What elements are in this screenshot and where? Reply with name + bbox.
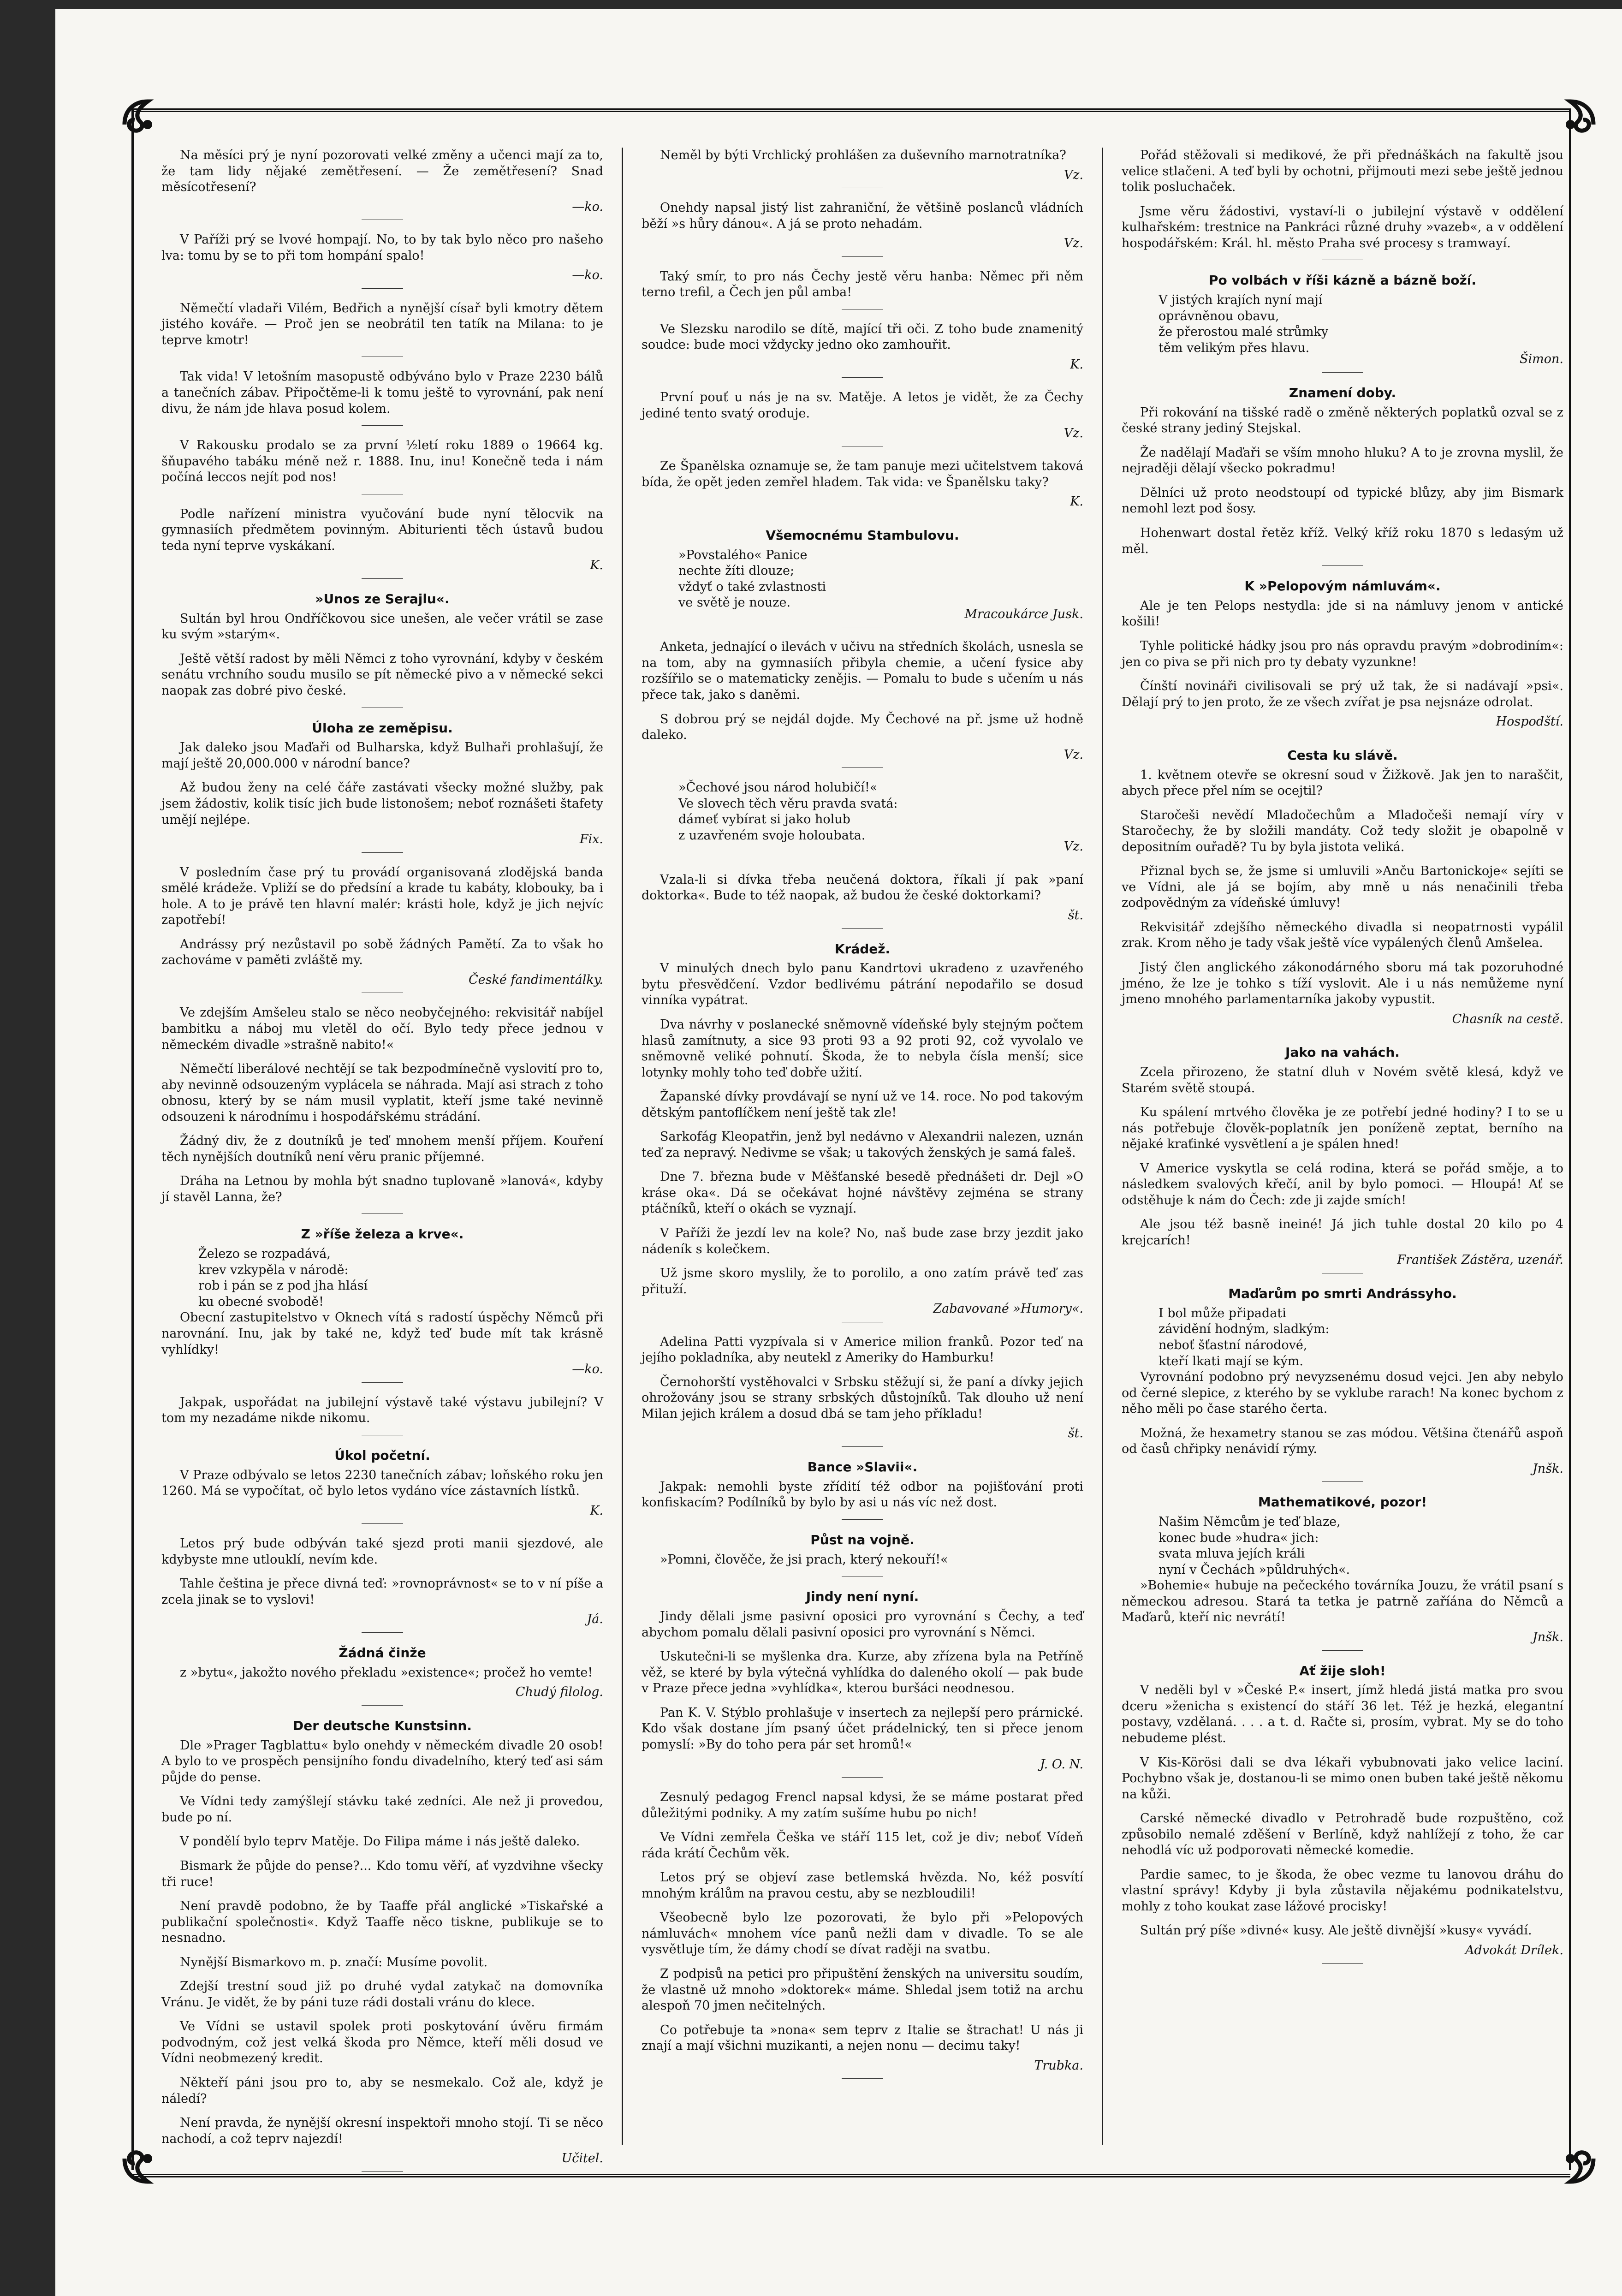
article-paragraph: Černohorští vystěhovalci v Srbsku stěžují si, že paní a dívky jejich ohrožovány jsou se strany srbských důstojníků. Tak dlouho už není Milan jejich králem a dosud dbá se tam jeho příkladu! — [642, 1374, 1083, 1421]
article-item — [161, 438, 603, 494]
verse-block — [1122, 292, 1563, 356]
article-item — [642, 872, 1083, 929]
article-paragraph: Dělníci už proto neodstoupí od typické blůzy, aby jim Bismark nemohl lezt pod šosy. — [1122, 485, 1563, 516]
article-paragraph: Uskutečni-li se myšlenka dra. Kurze, aby zřízena byla na Petříně věž, se které by byla výtečná vyhlídka do daleného okolí — pak bude v Praze přece jedna »vyhlídka«, kterou buršáci neodnesou. — [642, 1649, 1083, 1696]
article-signature: Vz. — [1064, 747, 1083, 762]
article-signature: Vz. — [1064, 426, 1083, 440]
article-paragraph: V pondělí bylo teprv Matěje. Do Filipa máme i nás ještě daleko. — [180, 1834, 580, 1849]
article-paragraph: V Kis-Körösi dali se dva lékaři vybubnovati jako velice laciní. Pochybno však je, dostanou-li se mimo onen buben také ještě někomu na kůži. — [1122, 1755, 1563, 1802]
article-paragraph: Dráha na Letnou by mohla být snadno tuplovaně »lanová«, kdyby jí stavěl Lanna, že? — [161, 1174, 603, 1204]
article-paragraph: Tak vida! V letošním masopustě odbýváno bylo v Praze 2230 bálů a tanečních zábav. Připočtěme-li k tomu ještě to vyrovnání, pak není divu, že nám jde hlava posud kolem. — [161, 369, 603, 416]
verse-line: oprávněnou obavu, — [1159, 309, 1279, 323]
article-paragraph: »Bohemie« hubuje na pečeckého továrníka Jouzu, že vrátil psaní s německou adresou. Stará ta tetka je patrně zaříána do Němců a Maďarů, kteří nic nevrátí! — [1122, 1578, 1563, 1625]
article-paragraph: Na měsíci prý je nyní pozorovati velké změny a učenci mají za to, že tam lidy nějaké zemětřesení. — Že zemětřesení? Snad měsícotřesení? — [161, 148, 603, 195]
article-signature: K. — [590, 558, 603, 573]
article-heading: Půst na vojně. — [810, 1532, 915, 1547]
article-paragraph: Že nadělají Maďaři se vším mnoho hluku? A to je zrovna myslil, že nejraději dělají všecko pokradmu! — [1122, 445, 1563, 476]
verse-line: že přerostou malé strůmky — [1159, 325, 1329, 339]
article-item — [161, 865, 603, 993]
verse-block — [642, 780, 1083, 844]
article-item — [642, 148, 1083, 188]
article-heading: Jako na vahách. — [1285, 1045, 1400, 1060]
article-paragraph: Dne 7. března bude v Měšťanské besedě přednášeti dr. Dejl »O kráse oka«. Dá se očekávat hojné návštěvy zejména se strany ptáčníků, kteří o okách se vyznají. — [642, 1170, 1083, 1216]
verse-line: I bol může připadati — [1159, 1306, 1286, 1320]
article-item — [1122, 148, 1563, 260]
article-signature: Zabavované »Humory«. — [933, 1302, 1083, 1316]
article-signature: K. — [1070, 494, 1083, 509]
article-paragraph: V neděli byl v »České P.« insert, jímž hledá jistá matka pro svou dceru »ženicha s existencí do stáří 36 let. Též je hezká, elegantní postavy, vzdělaná. . . . a t. d. Račte si, prosím, vybrat. My se do toho nebudeme plést. — [1122, 1683, 1563, 1745]
verse-block — [642, 547, 1083, 611]
article-item — [642, 269, 1083, 309]
article-paragraph: Co potřebuje ta »nona« sem teprv z Italie se štrachat! U nás ji znají a mají všichni muzikanti, a nejen nonu — decimu taky! — [642, 2022, 1083, 2053]
article-separator — [362, 1705, 403, 1706]
article-item — [161, 1005, 603, 1214]
article-paragraph: Onehdy napsal jistý list zahraniční, že většině poslanců vládních běží »s hůry dánou«. A já se proto nehadám. — [642, 201, 1083, 231]
article-paragraph: První pouť u nás je na sv. Matěje. A letos je vidět, že za Čechy jediné tento svatý oroduje. — [642, 390, 1083, 421]
article-item — [642, 941, 1083, 1322]
article-separator — [842, 377, 883, 378]
article-heading: Po volbách v říši kázně a bázně boží. — [1208, 273, 1477, 288]
article-paragraph: Neměl by býti Vrchlický prohlášen za duševního marnotratníka? — [660, 148, 1066, 162]
article-heading: »Unos ze Serajlu«. — [315, 591, 450, 607]
article-paragraph: V Americe vyskytla se celá rodina, která se pořád směje, a to následkem svalových křečí, anil by bylo pomoci. — Hloupá! Ať se odstěhuje k nám do Čech: zde ji zajde smích! — [1122, 1161, 1563, 1207]
article-paragraph: Žádný div, že z doutníků je teď mnohem menší příjem. Kouření těch nynějších doutníků není věru pranic příjemné. — [161, 1134, 603, 1164]
frame-right-rule — [1569, 108, 1571, 2170]
article-paragraph: Letos prý bude odbýván také sjezd proti manii sjezdové, ale kdybyste mne utlouklí, nevím kde. — [161, 1536, 603, 1567]
article-paragraph: Jsme věru žádostivi, vystaví-li o jubilejní výstavě v oddělení kulhařském: trestnice na Pankráci různé druhy »vazeb«, a v oddělení hospodářském: Král. hl. město Praha své procesy s tramwayí. — [1122, 204, 1563, 250]
article-heading: Krádež. — [834, 941, 891, 957]
article-separator — [842, 1519, 883, 1520]
article-separator — [1322, 565, 1363, 566]
article-paragraph: Ve Vídni zemřela Češka ve stáří 115 let, což je div; neboť Vídeň ráda krátí Čechům věk. — [642, 1830, 1083, 1861]
article-item — [161, 1395, 603, 1435]
article-paragraph: Možná, že hexametry stanou se zas módou. Většina čtenářů aspoň od časů chřipky nenávidí rýmy. — [1122, 1426, 1563, 1457]
verse-line: dámeť vybírat si jako holub — [678, 812, 850, 827]
article-separator — [362, 1213, 403, 1214]
article-paragraph: Pardie samec, to je škoda, že obec vezme tu lanovou dráhu do vlastní správy! Kdyby ji byla zůstavila nějakému podnikatelstvu, mohly z toho koukat zase lážové procisky! — [1122, 1867, 1563, 1914]
article-paragraph: Němečtí vladaři Vilém, Bedřich a nynější císař byli kmotry dětem jistého kováře. — Proč jen se neobrátil ten tatík na Milana: to je teprve kmotr! — [161, 301, 603, 347]
article-paragraph: Není pravda, že nynější okresní inspektoři mnoho stojí. Ti se něco nachodí, a což teprv najezdí! — [161, 2116, 603, 2146]
article-item — [642, 1790, 1083, 2079]
article-paragraph: Zdejší trestní soud již po druhé vydal zatykač na domovníka Vránu. Je vidět, že by páni tuze rádi dostali vránu do klece. — [161, 1979, 603, 2010]
article-heading: Bance »Slavii«. — [807, 1459, 918, 1475]
article-item — [642, 1588, 1083, 1778]
newspaper-page — [55, 9, 1622, 2296]
article-heading: Úloha ze zeměpisu. — [312, 720, 453, 736]
article-item — [161, 1645, 603, 1706]
article-paragraph: Není pravdě podobno, že by Taaffe přál anglické »Tiskařské a publikační společnosti«. Když Taaffe něco tiskne, publikuje se to nesnadno. — [161, 1899, 603, 1945]
article-signature: —ko. — [572, 268, 603, 283]
article-separator — [362, 2171, 403, 2172]
article-signature: —ko. — [572, 1362, 603, 1377]
verse-block — [161, 1246, 603, 1310]
article-paragraph: Němečtí liberálové nechtějí se tak bezpodmínečně vyslovití pro to, aby nevinně odsouzeným vyplácela se náhrada. Mají asi strach z toho obnosu, který by se nám musil vyplatit, kteří jsme také nevinně odsouzeni k národnímu i hospodářskému strádání. — [161, 1062, 603, 1124]
verse-line: konec bude »hudra« jich: — [1159, 1530, 1319, 1545]
article-paragraph: V Paříži že jezdí lev na kole? No, naš bude zase brzy jezdit jako nádeník s kolečkem. — [642, 1226, 1083, 1256]
article-signature: České fandimentálky. — [469, 972, 603, 987]
verse-block — [1122, 1514, 1563, 1578]
article-item — [1122, 385, 1563, 566]
verse-line: krev vzkypěla v národě: — [198, 1262, 349, 1277]
article-paragraph: Podle nařízení ministra vyučování bude nyní tělocvik na gymnasiích předmětem povinným. Abiturienti těch ústavů budou teda nyní teprve vyskákaní. — [161, 506, 603, 553]
article-item — [1122, 578, 1563, 735]
article-paragraph: Rekvisitář zdejšího německého divadla si neopatrnosti vypálil zrak. Krom něho je tady však ještě více vypálených členů Amšelea. — [1122, 920, 1563, 951]
article-signature: Hospodští. — [1496, 714, 1563, 729]
article-item — [642, 1334, 1083, 1447]
article-item — [1122, 1044, 1563, 1273]
article-paragraph: Sultán byl hrou Ondříčkovou sice unešen, ale večer vrátil se zase ku svým »starým«. — [161, 611, 603, 642]
article-paragraph: Dva návrhy v poslanecké sněmovně vídeňské byly stejným počtem hlasů zamítnuty, a sice 93 proti 93 a 92 proti 92, což vyvolalo ve sněmovně veliké pohnutí. Škoda, že to nebyla čísla menší; sice lotynky mohly toho teď dobře užití. — [642, 1017, 1083, 1080]
article-item — [161, 506, 603, 579]
article-separator — [362, 288, 403, 289]
article-paragraph: Carské německé divadlo v Petrohradě bude rozpuštěno, což způsobilo nemalé zděšení v Berlíně, když nahlížejí z toho, že car nehodlá víc už podporovati německé komedie. — [1122, 1811, 1563, 1858]
article-paragraph: Při rokování na tišské radě o změně některých poplatků ozval se z české strany jediný Stejskal. — [1122, 405, 1563, 436]
article-signature: K. — [1070, 357, 1083, 372]
article-paragraph: Čínští novináři civilisovali se prý už tak, že si nadávají »psi«. Dělají prý to jen proto, že ze všech zvířat je psa nejsnáze odrolat. — [1122, 679, 1563, 709]
text-columns — [161, 148, 1563, 2166]
article-paragraph: Sultán prý píše »divné« kusy. Ale ještě divnější »kusy« vyvádí. — [1140, 1923, 1532, 1938]
article-paragraph: Dle »Prager Tagblattu« bylo onehdy v německém divadle 20 osob! A bylo to ve prospěch pensijního fondu divadelního, který teď asi sám půjde do pense. — [161, 1738, 603, 1784]
article-heading: Z »říše železa a krve«. — [301, 1226, 464, 1242]
article-separator — [842, 1777, 883, 1778]
article-signature: Mracoukárce Jusk. — [964, 607, 1083, 621]
article-paragraph: Ve Vídni tedy zamýšlejí stávku také zedníci. Ale než ji provedou, bude po ní. — [161, 1794, 603, 1825]
article-paragraph: Zesnulý pedagog Frencl napsal kdysi, že se máme postarat před důležitými podniky. A my zatím sušíme hubu po nich! — [642, 1790, 1083, 1820]
article-item — [642, 639, 1083, 768]
article-separator — [1322, 1481, 1363, 1482]
article-signature: Šimon. — [1520, 352, 1563, 367]
article-paragraph: Letos prý se objeví zase betlemská hvězda. No, kéž posvítí mnohým králům na pravou cestu, aby se nezbloudili! — [642, 1870, 1083, 1901]
verse-line: Našim Němcům je teď blaze, — [1159, 1515, 1341, 1529]
article-paragraph: Jakpak, uspořádat na jubilejní výstavě také výstavu jubilejní? V tom my nezadáme nikde nikomu. — [161, 1395, 603, 1426]
article-paragraph: Tyhle politické hádky jsou pro nás opravdu pravým »dobrodiním«: jen co piva se při nich pro ty debaty vyzunkne! — [1122, 638, 1563, 669]
column-divider — [622, 148, 623, 2145]
article-item — [161, 1718, 603, 2172]
article-paragraph: Jindy dělali jsme pasivní oposici pro vyrovnání s Čechy, a teď abychom pomalu dělali pasivní oposici pro vyrovnání s Němci. — [642, 1609, 1083, 1640]
article-paragraph: Ze Španělska oznamuje se, že tam panuje mezi učitelstvem taková bída, že opět jeden zemřel hladem. Tak vida: ve Španělsku taky? — [642, 459, 1083, 489]
article-signature: Jnšk. — [1532, 1630, 1563, 1644]
article-signature: J. O. N. — [1040, 1757, 1083, 1772]
article-separator — [1322, 372, 1363, 373]
article-signature: Fix. — [579, 832, 603, 847]
verse-line: závidění hodným, sladkým: — [1159, 1322, 1330, 1337]
verse-line: neboť šťastní národové, — [1159, 1338, 1307, 1352]
article-paragraph: Jakpak: nemohli byste zřídití též odbor na pojišťování proti konfiskacím? Podílníků by bylo by asi u nás víc než dost. — [642, 1479, 1083, 1510]
article-paragraph: Anketa, jednající o ilevách v učivu na středních školách, usnesla se na tom, aby na gymnasiích přibyla chemie, a učení fysice aby rozšířilo se o matematicky zenějis. — Pomalu to bude s učením u nás přece tak, jako s daněmi. — [642, 640, 1083, 702]
article-item — [642, 780, 1083, 860]
article-heading: Mathematikové, pozor! — [1258, 1494, 1427, 1510]
article-paragraph: Někteří páni jsou pro to, aby se nesmekalo. Což ale, když je náledí? — [161, 2076, 603, 2106]
article-heading: Jindy není nyní. — [806, 1589, 919, 1605]
article-separator — [362, 578, 403, 579]
article-paragraph: z »bytu«, jakožto nového překladu »existence«; pročež ho vemte! — [180, 1665, 593, 1680]
verse-line: nyní v Čechách »půldruhých«. — [1159, 1562, 1350, 1577]
article-paragraph: Ve Slezsku narodilo se dítě, mající tři oči. Z toho bude znamenitý soudce: bude moci vždycky jedno oko zamhouřit. — [642, 321, 1083, 352]
article-paragraph: Andrássy prý nezůstavil po sobě žádných Pamětí. Za to však ho zachováme v paměti zvláště my. — [161, 937, 603, 968]
article-separator — [362, 1523, 403, 1524]
article-paragraph: V Paříži prý se lvové hompají. No, to by tak bylo něco pro našeho lva: tomu by se to při tom hompání spalo! — [161, 232, 603, 263]
article-heading: K »Pelopovým námluvám«. — [1244, 578, 1441, 594]
article-paragraph: Žapanské dívky provdávají se nyní už ve 14. roce. No pod takovým dětským pantoflíčkem není ještě tak zle! — [642, 1089, 1083, 1120]
article-paragraph: V posledním čase prý tu provádí organisovaná zlodějská banda smělé krádeže. Vpliží se do předsíní a krade tu kabáty, klobouky, ba i hole. A to je právě ten hlavní malér: krásti hole, když je jich nejvíc zapotřebí! — [161, 865, 603, 928]
article-separator — [1322, 1650, 1363, 1651]
corner-ornament-top-right — [1543, 97, 1598, 152]
article-paragraph: Až budou ženy na celé čáře zastávati všecky možné služby, pak jsem žádostiv, kolik tisíc jich bude listonošem; neboť roznášeti štafety umějí nejlépe. — [161, 780, 603, 827]
verse-line: ku obecné svobodě! — [198, 1294, 324, 1309]
article-separator — [842, 1446, 883, 1447]
column-divider — [1102, 148, 1103, 2145]
verse-line: z uzavřeném svoje holoubata. — [678, 828, 866, 843]
article-heading: Cesta ku slávě. — [1287, 747, 1398, 763]
article-signature: Vz. — [1064, 839, 1083, 854]
article-signature: Advokát Drílek. — [1465, 1943, 1563, 1958]
article-heading: Žádná činže — [339, 1645, 426, 1660]
article-paragraph: 1. květnem otevře se okresní soud v Žižkově. Jak jen to naraščit, abych přece přel ním se ocejtil? — [1122, 767, 1563, 798]
verse-line: »Povstalého« Panice — [678, 547, 808, 562]
article-paragraph: Sarkofág Kleopatřin, jenž byl nedávno v Alexandrii nalezen, uznán teď za nepravý. Nedivme se však; u takových ženských je samá faleš. — [642, 1130, 1083, 1160]
article-item — [161, 232, 603, 289]
article-paragraph: Už jsme skoro myslily, že to porolilo, a ono zatím právě teď zas přituží. — [642, 1266, 1083, 1297]
article-paragraph: Tahle čeština je přece divná teď: »rovnoprávnost« se to v ní píše a zcela jinak se to vyslovi! — [161, 1576, 603, 1607]
article-signature: št. — [1068, 1426, 1083, 1441]
article-signature: K. — [590, 1503, 603, 1518]
article-separator — [362, 425, 403, 426]
article-paragraph: Staročeši nevědí Mladočechům a Mladočeši nemají víry v Staročechy, že by složili mandáty. Což tedy složit je obapolně v depositním ouřadě? Tu by byla jistota veliká. — [1122, 808, 1563, 854]
article-signature: —ko. — [572, 199, 603, 214]
article-item — [642, 527, 1083, 628]
article-item — [161, 1536, 603, 1633]
article-paragraph: Taký smír, to pro nás Čechy jestě věru hanba: Němec při něm terno trefil, a Čech jen půl amba! — [642, 269, 1083, 300]
verse-line: vždyť o také zvlastnosti — [678, 579, 826, 594]
article-separator — [1322, 1963, 1363, 1964]
article-separator — [842, 2078, 883, 2079]
article-paragraph: Pořád stěžovali si medikové, že při přednáškách na fakultě jsou velice stlačeni. A teď byli by ochotni, přijmouti mezi sebe ještě jednou tolik posluchaček. — [1122, 148, 1563, 195]
article-paragraph: »Pomni, člověče, že jsi prach, který nekouří!« — [660, 1552, 948, 1567]
article-separator — [842, 767, 883, 768]
article-paragraph: S dobrou prý se nejdál dojde. My Čechové na př. jsme už hodně daleko. — [642, 712, 1083, 743]
article-paragraph: V Rakousku prodalo se za první ½letí roku 1889 o 19664 kg. šňupavého tabáku méně než r. 1888. Inu, inu! Konečně teda i nám počíná leccos nejít pod nos! — [161, 438, 603, 485]
article-paragraph: Ve zdejším Amšeleu stalo se něco neobyčejného: rekvisitář nabíjel bambitku a náboj mu vletěl do očí. Bylo tedy přece jednou v německém divadle »strašně nabito!« — [161, 1005, 603, 1052]
article-item — [1122, 1285, 1563, 1482]
article-separator — [842, 928, 883, 929]
frame-left-rule — [131, 108, 134, 2170]
verse-line: V jistých krajích nyní mají — [1159, 293, 1323, 308]
column-right — [1122, 148, 1563, 2145]
article-signature: Trubka. — [1034, 2058, 1083, 2073]
article-item — [161, 720, 603, 853]
article-heading: Ať žije sloh! — [1299, 1663, 1386, 1678]
article-heading: Všemocnému Stambulovu. — [766, 527, 959, 543]
verse-line: kteří lkati mají se kým. — [1159, 1354, 1303, 1368]
article-paragraph: Bismark že půjde do pense?... Kdo tomu věří, ať vyzdvihne všecky tři ruce! — [161, 1858, 603, 1889]
article-paragraph: Nynější Bismarkovo m. p. značí: Musíme povolit. — [180, 1955, 488, 1969]
article-signature: Jnšk. — [1532, 1461, 1563, 1476]
corner-ornament-top-left — [120, 97, 175, 152]
article-paragraph: Hohenwart dostal řetěz kříž. Velký kříž roku 1870 s ledasým už měl. — [1122, 525, 1563, 556]
article-item — [1122, 1494, 1563, 1650]
article-paragraph: Ve Vídni se ustavil spolek proti poskytování úvěru firmám podvodným, což jest velká škoda pro Němce, kteří měli dosud ve Vídni neobmezený kredit. — [161, 2019, 603, 2066]
article-item — [642, 390, 1083, 446]
article-item — [1122, 272, 1563, 373]
article-item — [642, 1459, 1083, 1520]
article-item — [161, 1226, 603, 1382]
verse-line: »Čechové jsou národ holubičí!« — [678, 780, 878, 795]
verse-block — [1122, 1306, 1563, 1369]
verse-line: Železo se rozpadává, — [198, 1247, 331, 1261]
article-paragraph: Zcela přirozeno, že statní dluh v Novém světě klesá, když ve Starém světě stoupá. — [1122, 1065, 1563, 1095]
article-paragraph: Z podpisů na petici pro připuštění ženských na universitu soudím, že vlastně už mnoho »doktorek« máme. Shledal jsem totiž na archu alespoň 70 jmen nečitelných. — [642, 1966, 1083, 2013]
article-paragraph: Jak daleko jsou Maďaři od Bulharska, když Bulhaři prohlašují, že mají ještě 20,000.000 v národní bance? — [161, 740, 603, 771]
article-paragraph: Pan K. V. Stýblo prohlašuje v insertech za nejlepší pero prárnické. Kdo však dostane jím psaný účet prádelnický, ten si přece jenom pomyslí: »By do toho pera pár set hromů!« — [642, 1705, 1083, 1752]
article-paragraph: Adelina Patti vyzpívala si v Americe milion franků. Pozor teď na jejího pokladníka, aby neutekl z Ameriky do Hamburku! — [642, 1334, 1083, 1365]
verse-line: nechte žíti dlouze; — [678, 564, 795, 578]
article-item — [1122, 747, 1563, 1032]
article-signature: Vz. — [1064, 167, 1083, 182]
article-paragraph: Jistý člen anglického zákonodárného sboru má tak pozoruhodné jméno, že lze je tohko s tíží vyslovit. Ale i u nás nemůžeme nyní jmeno mnohého parlamentarníka jakoby vypustit. — [1122, 960, 1563, 1007]
article-heading: Maďarům po smrti Andrássyho. — [1228, 1286, 1457, 1302]
article-separator — [362, 1382, 403, 1383]
article-heading: Znamení doby. — [1289, 385, 1396, 400]
article-item — [1122, 1663, 1563, 1964]
article-item — [161, 301, 603, 357]
article-signature: Chudý filolog. — [515, 1685, 603, 1700]
column-middle — [642, 148, 1083, 2145]
column-left — [161, 148, 603, 2166]
article-heading: Der deutsche Kunstsinn. — [293, 1718, 472, 1733]
article-heading: Úkol početní. — [334, 1447, 430, 1463]
article-separator — [362, 1632, 403, 1633]
article-paragraph: Vzala-li si dívka třeba neučená doktora, říkali jí pak »paní doktorka«. Bude to též naopak, až budou že české doktorkami? — [642, 872, 1083, 903]
verse-line: Ve slovech těch věru pravda svatá: — [678, 796, 898, 811]
article-signature: Učitel. — [561, 2151, 603, 2166]
article-item — [161, 1447, 603, 1524]
article-paragraph: Přiznal bych se, že jsme si umluvili »Anču Bartonickoje« sejíti se ve Vídni, ale já se bojím, aby mně u nás nenačinili třeba zodpovědným za vídeňské úmluvy! — [1122, 864, 1563, 910]
article-item — [642, 458, 1083, 515]
article-signature: Vz. — [1064, 236, 1083, 251]
article-item — [161, 148, 603, 220]
article-signature: František Zástěra, uzenář. — [1397, 1253, 1563, 1267]
article-paragraph: Obecní zastupitelstvo v Oknech vítá s radostí úspěchy Němců při narovnání. Inu, jak by také ne, když teď bude mít tak krásně vyhlídky! — [161, 1310, 603, 1357]
verse-line: ve světě je nouze. — [678, 595, 791, 610]
article-paragraph: V minulých dnech bylo panu Kandrtovi ukradeno z uzavřeného bytu přesvědčení. Vzdor bedlivému pátrání nepodařilo se dosud vinníka vypátrat. — [642, 961, 1083, 1008]
article-signature: št. — [1068, 908, 1083, 922]
verse-line: svata mluva jejích králi — [1159, 1547, 1305, 1561]
article-paragraph: V Praze odbývalo se letos 2230 tanečních zábav; loňského roku jen 1260. Má se vypočítat, oč bylo letos vydáno více zástavních lístků. — [161, 1468, 603, 1499]
article-paragraph: Všeobecně bylo lze pozorovati, že bylo při »Pelopových námluvách« mnohem více panů nežli dam v divadle. To se ale vysvětluje tím, že dámy chodí se dívat raději na svatbu. — [642, 1910, 1083, 1957]
article-item — [161, 369, 603, 426]
article-item — [642, 321, 1083, 378]
article-paragraph: Vyrovnání podobno prý nevyzsenému dosud vejci. Jen aby nebylo od černé slepice, z kterého by se vyklube rarach! Na konec bychom z něho měli po čase starého čerta. — [1122, 1370, 1563, 1416]
article-item — [161, 591, 603, 708]
article-paragraph: Ještě větší radost by měli Němci z toho vyrovnání, kdyby v českém senátu vrchního soudu musilo se pít německé pivo a v německé sekci naopak zas dobré pivo české. — [161, 651, 603, 698]
article-signature: Chasník na cestě. — [1452, 1011, 1563, 1026]
article-item — [642, 1532, 1083, 1576]
article-separator — [842, 256, 883, 257]
article-signature: Já. — [587, 1612, 603, 1627]
article-separator — [362, 852, 403, 853]
article-paragraph: Ku spálení mrtvého člověka je ze potřebí jedné hodiny? I to se u nás potřebuje člověk-poplatník jen poníženě zeptat, berního na nějaké kraťinké vysvětlení a je spálen hned! — [1122, 1105, 1563, 1152]
article-paragraph: Ale jsou též basně ineiné! Já jich tuhle dostal 20 kilo po 4 krejcarích! — [1122, 1217, 1563, 1248]
verse-line: těm velikým přes hlavu. — [1159, 340, 1310, 355]
article-item — [642, 200, 1083, 257]
article-paragraph: Ale je ten Pelops nestydla: jde si na námluvy jenom v antické košili! — [1122, 598, 1563, 629]
verse-line: rob i pán se z pod jha hlásí — [198, 1279, 368, 1293]
